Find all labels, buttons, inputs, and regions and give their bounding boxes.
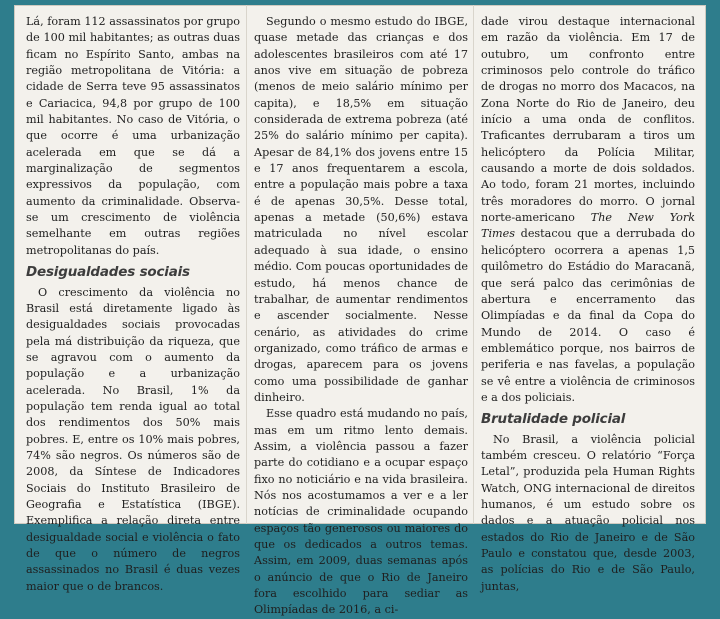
paragraph-vitoria: Lá, foram 112 assassinatos por grupo de 100 mil habitantes; as outras duas ficam no Espírito Santo, ambas na região metropolitana de Vitória: a cidade de Serra teve 95 assassinatos e Cariacica, 94,8 por grupo de 100 mil habitantes. No caso de Vitória, o que ocorre é uma urbanização acelerada em que se dá a marginalização de segmentos expressivos da população, com aumento da criminalidade. Observa-se um crescimento de violência semelhante em outras regiões metropolitanas do país. — [26, 15, 240, 257]
paragraph-brutalidade: No Brasil, a violência policial também cresceu. O relatório “Força Letal”, produzida pela Human Rights Watch, ONG internacional de direitos humanos, é um estudo sobre os dados e a atuação policial nos estados do Rio de Janeiro e de São Paulo e constatou que, desde 2003, as polícias do Rio e de São Paulo, juntas, — [481, 432, 695, 593]
paragraph-ibge-study: Segundo o mesmo estudo do IBGE, quase metade das crianças e dos adolescentes brasileiros com até 17 anos vive em situação de pobreza (menos de meio salário mínimo per capita), e 18,5% em situação considerada de extrema pobreza (até 25% do salário mínimo per capita). Apesar de 84,1% dos jovens entre 15 e 17 anos frequentarem a escola, entre a população mais pobre a taxa é de apenas 30,5%. Desse total, apenas a metade (50,6%) estava matriculada no nível escolar adequado à sua idade, o ensino médio. Com poucas oportunidades de estudo, há menos chance de trabalhar, de aumentar rendimentos e ascender socialmente. Nesse cenário, as atividades do crime organizado, como tráfico de armas e drogas, aparecem para os jovens como uma possibilidade de ganhar dinheiro. — [254, 15, 468, 404]
heading-brutalidade-policial: Brutalidade policial — [481, 411, 626, 428]
column-divider — [473, 5, 474, 524]
column-right — [481, 14, 695, 595]
column-left — [26, 14, 240, 595]
newspaper-name: The New York Times — [481, 211, 695, 241]
text-run: dade virou destaque internacional em razão da violência. Em 17 de outubro, um confronto entre criminosos pelo controle do tráfico de drogas no morro dos Macacos, na Zona Norte do Rio de Janeiro, deu início a uma onda de conflitos. Traficantes derrubaram a tiros um helicóptero da Polícia Militar, causando a morte de dois soldados. Ao todo, foram 21 mortes, incluindo três moradores do morro. O jornal norte-americano — [481, 15, 695, 225]
text-run: destacou que a derrubada do helicóptero ocorrera a apenas 1,5 quilômetro do Estádio do Maracanã, que será palco das cerimônias de abertura e encerramento das Olimpíadas e da final da Copa do Mundo de 2014. O caso é emblemático porque, nos bairros de periferia e nas favelas, a população se vê entre a violência de criminosos e a dos policiais. — [481, 227, 695, 404]
paragraph-quadro-mudando: Esse quadro está mudando no país, mas em um ritmo lento demais. Assim, a violência passou a fazer parte do cotidiano e a ocupar espaço fixo no noticiário e na vida brasileira. Nós nos acostumamos a ver e a ler notícias de criminalidade ocupando espaços tão generosos ou maiores do que os dedicados a outros temas. Assim, em 2009, duas semanas após o anúncio de que o Rio de Janeiro fora escolhido para sediar as Olimpíadas de 2016, a ci- — [254, 407, 468, 617]
paragraph-desigualdades: O crescimento da violência no Brasil está diretamente ligado às desigualdades sociais provocadas pela má distribuição da riqueza, que se agravou com o aumento da população e a urbanização acelerada. No Brasil, 1% da população tem renda igual ao total dos rendimentos dos 50% mais pobres. E, entre os 10% mais pobres, 74% são negros. Os números são de 2008, da Síntese de Indicadores Sociais do Instituto Brasileiro de Geografia e Estatística (IBGE). Exemplifica a relação direta entre desigualdade social e violência o fato de que o número de negros assassinados no Brasil é duas vezes maior que o de brancos. — [26, 285, 240, 593]
column-middle — [254, 14, 468, 619]
page-scan — [14, 5, 706, 617]
column-divider — [246, 5, 247, 524]
paragraph-rio-violencia — [481, 14, 695, 406]
heading-desigualdades-sociais: Desigualdades sociais — [26, 264, 190, 281]
